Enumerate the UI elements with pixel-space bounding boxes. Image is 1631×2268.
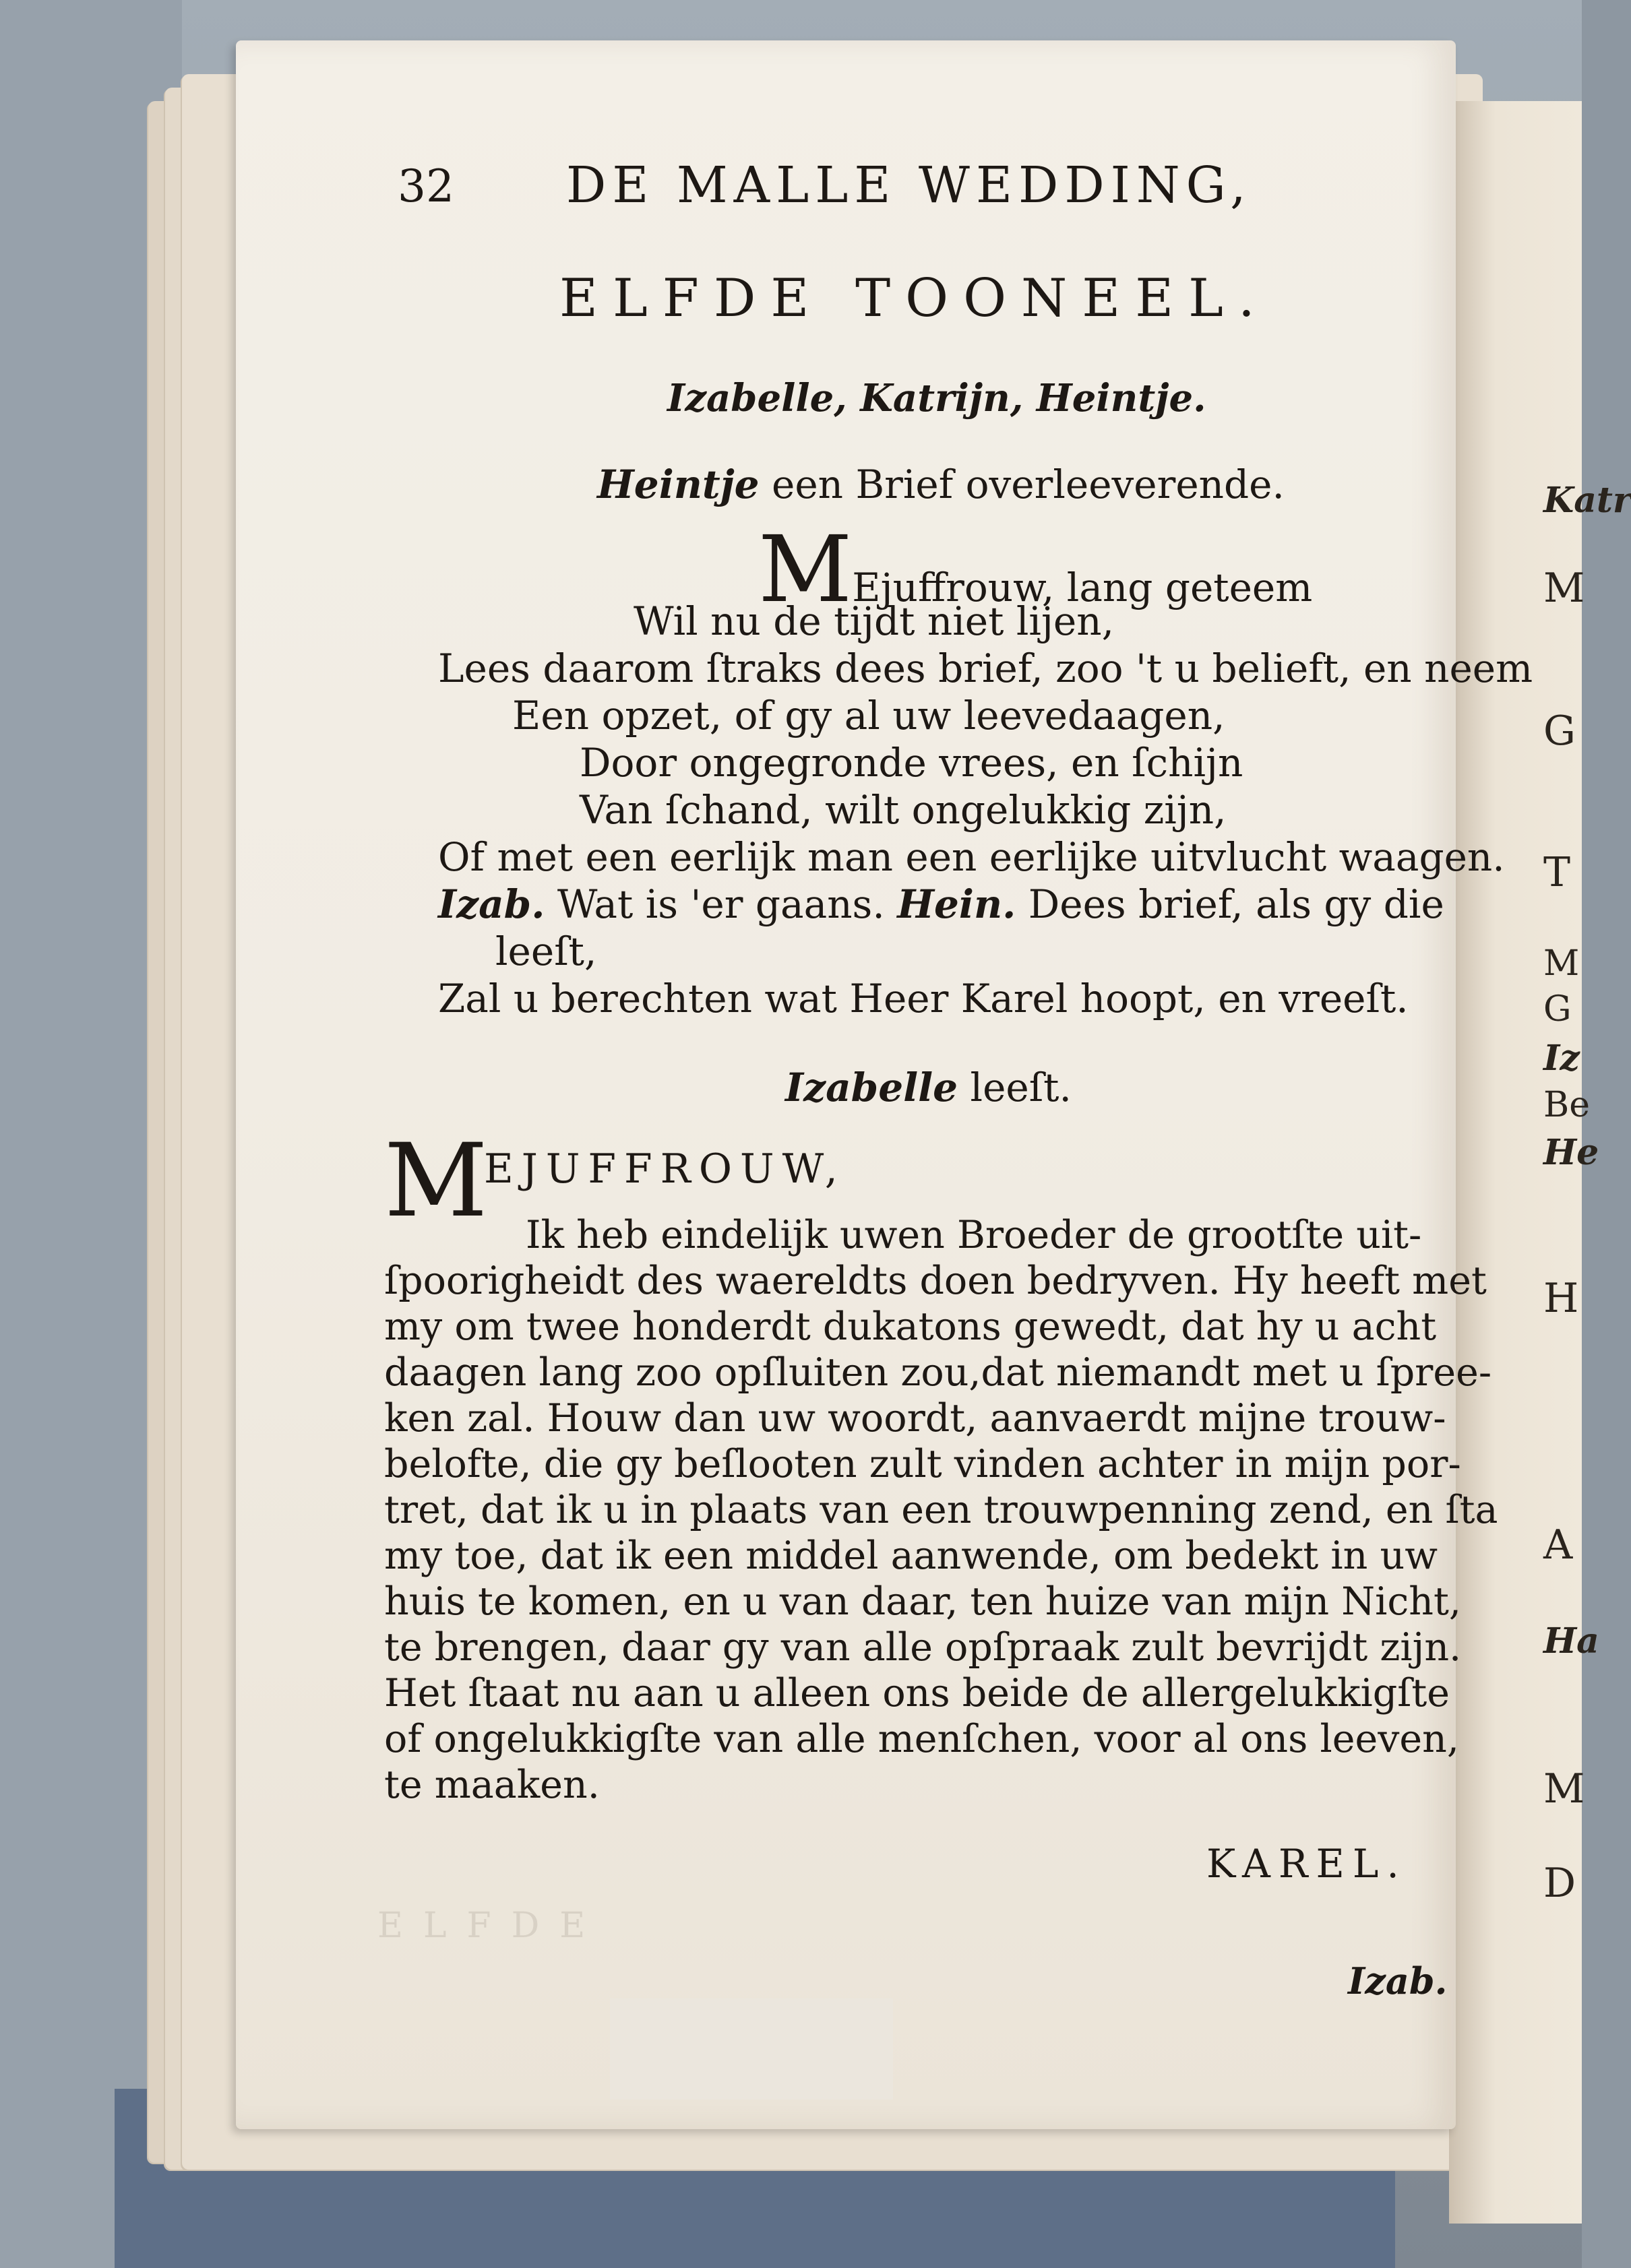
letter-signature: KAREL. — [1206, 1841, 1407, 1887]
facing-page-fragment: Katr — [1543, 480, 1631, 521]
facing-page-fragment: D — [1543, 1860, 1576, 1907]
letter-line: ken zal. Houw dan uw woordt, aanvaerdt mijne trouw- — [384, 1396, 1446, 1441]
letter-line: Ik heb eindelijk uwen Broeder de grootſte uit- — [526, 1213, 1422, 1257]
facing-page-fragment: T — [1543, 849, 1571, 896]
verse-line: Een opzet, of gy al uw leevedaagen, — [512, 693, 1225, 738]
verse-initial: M — [758, 517, 853, 623]
facing-page-fragment: M — [1543, 1765, 1585, 1813]
facing-page-fragment: A — [1543, 1521, 1573, 1569]
letter-line: huis te komen, en u van daar, ten huize van mijn Nicht, — [384, 1579, 1462, 1624]
stage-direction-text: leeſt. — [958, 1065, 1072, 1110]
verse-line: leeſt, — [495, 928, 597, 974]
letter-line: te maaken. — [384, 1763, 600, 1807]
cast-list: Izabelle, Katrijn, Heintje. — [667, 376, 1206, 420]
verse-line: Door ongegronde vrees, en ſchijn — [580, 740, 1243, 786]
facing-page-fragment: Iz — [1543, 1038, 1580, 1079]
verse-exchange — [438, 881, 1444, 927]
letter-line: tret, dat ik u in plaats van een trouwpenning zend, en ſta — [384, 1488, 1498, 1532]
speaker-name: Heintje — [597, 462, 760, 507]
speaker-name: Izab. — [438, 881, 545, 927]
verse-first-line-text: Ejuffrouw, lang geteem — [852, 565, 1313, 610]
letter-line: my om twee honderdt dukatons gewedt, dat hy u acht — [384, 1304, 1437, 1349]
facing-page-fragment: G — [1543, 989, 1572, 1030]
letter-line: ſpoorigheidt des waereldts doen bedryven. Hy heeft met — [384, 1259, 1487, 1303]
verse-line: Lees daarom ſtraks dees brief, zoo 't u belieft, en neem — [438, 645, 1533, 691]
letter-line: my toe, dat ik een middel aanwende, om bedekt in uw — [384, 1534, 1438, 1578]
scene-title: ELFDE TOONEEL. — [559, 268, 1270, 329]
letter-dropcap: M — [384, 1123, 488, 1240]
facing-page-fragment: He — [1543, 1132, 1599, 1173]
catchword: Izab. — [1348, 1959, 1448, 2003]
stage-direction-text: een Brief overleeverende. — [759, 462, 1285, 507]
facing-page-fragment: M — [1543, 565, 1585, 612]
verse-line: Wil nu de tijdt niet lijen, — [634, 598, 1115, 644]
letter-line: of ongelukkigſte van alle menſchen, voor al ons leeven, — [384, 1717, 1459, 1761]
dialogue-text: Wat is 'er gaans. — [545, 881, 898, 927]
facing-page-fragment: Be — [1543, 1085, 1590, 1125]
stage-direction — [597, 462, 1285, 507]
speaker-name: Izabelle — [785, 1065, 958, 1110]
facing-page-fragment: Ha — [1543, 1620, 1599, 1662]
letter-line: daagen lang zoo opſluiten zou,dat niemandt met u ſpree- — [384, 1350, 1492, 1395]
verse-line: Zal u berechten wat Heer Karel hoopt, en vreeſt. — [438, 976, 1409, 1021]
bleed-through-text: ELFDE — [377, 1905, 606, 1946]
letter-line: Het ſtaat nu aan u alleen ons beide de allergelukkigſte — [384, 1671, 1450, 1715]
letter-line: belofte, die gy beſlooten zult vinden achter in mijn por- — [384, 1442, 1461, 1486]
running-head: DE MALLE WEDDING, — [566, 156, 1252, 214]
facing-page-fragment: G — [1543, 707, 1576, 755]
letter-line: te brengen, daar gy van alle opſpraak zult bevrijdt zijn. — [384, 1625, 1462, 1670]
dialogue-text: Dees brief, als gy die — [1016, 881, 1444, 927]
speaker-name: Hein. — [897, 881, 1016, 927]
book-page — [236, 40, 1533, 2129]
facing-page-fragment: H — [1543, 1275, 1579, 1322]
letter-salutation: EJUFFROUW, — [484, 1145, 846, 1193]
facing-page-fragment: M — [1543, 943, 1580, 984]
verse-line: Of met een eerlijk man een eerlijke uitvlucht waagen. — [438, 834, 1505, 880]
page-number: 32 — [398, 160, 454, 212]
paper-slip — [610, 1998, 893, 2100]
verse-line: Van ſchand, wilt ongelukkig zijn, — [580, 787, 1227, 833]
reading-direction — [785, 1065, 1072, 1110]
